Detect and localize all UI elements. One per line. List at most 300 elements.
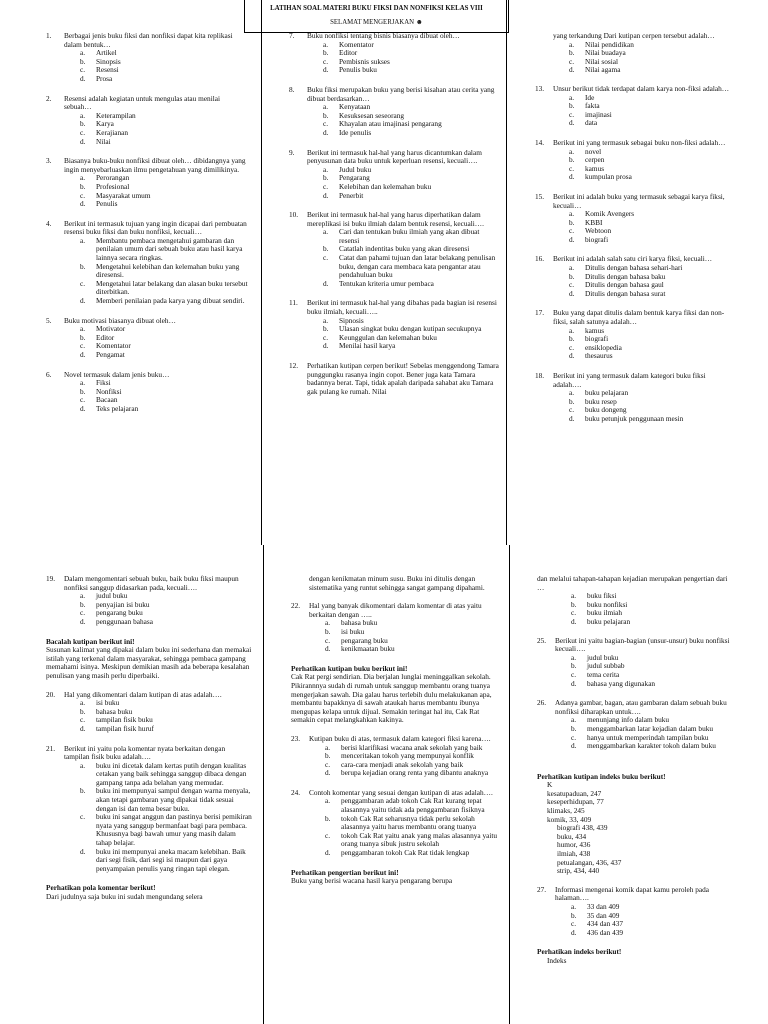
question-item: [537, 886, 735, 938]
index-entry: strip, 434, 440: [557, 866, 600, 876]
option-text: cerpen: [585, 155, 605, 165]
option-letter: c.: [323, 56, 329, 66]
option-letter: b.: [569, 334, 575, 344]
question-text: Berikut ini yaitu pola komentar nyata berkaitan dengan tampilan fisik buku adalah….: [64, 743, 226, 762]
option-text: biografi: [585, 234, 609, 244]
section-heading: Perhatikan pengertian berikut ini!: [291, 867, 399, 877]
option-letter: d.: [323, 341, 329, 351]
option-text: Fiksi: [96, 378, 111, 388]
answer-option: [569, 415, 735, 424]
question-stem: [46, 575, 252, 592]
answer-option: [325, 645, 498, 654]
question-item: [291, 735, 498, 778]
option-text: Keterampilan: [96, 110, 136, 120]
option-letter: b.: [80, 119, 86, 129]
option-letter: b.: [571, 723, 577, 733]
column-2: [289, 32, 499, 545]
answer-option: [569, 66, 735, 75]
option-text: tampilan fisik huruf: [96, 723, 154, 733]
column-1: [46, 32, 249, 545]
answer-options: [535, 94, 735, 128]
option-letter: c.: [569, 109, 575, 119]
option-letter: a.: [80, 48, 86, 58]
option-letter: d.: [80, 403, 86, 413]
column-divider-right: [506, 0, 507, 545]
option-text: Tentukan kriteria umur pembaca: [339, 278, 434, 288]
question-item: [291, 602, 498, 654]
option-letter: c.: [571, 669, 577, 679]
option-text: Nilai pendidikan: [585, 39, 634, 49]
question-item: [46, 745, 252, 874]
question-text: Berikut ini yaitu bagian-bagian (unsur-unsur) buku nonfiksi kecuali….: [555, 635, 730, 654]
answer-options: [46, 325, 249, 359]
option-text: Membantu pembaca mengetahui gambaran dan penilaian umum dari sebuah buku atau hasil karya lainnya secara ringkas.: [96, 235, 243, 263]
answer-options: [289, 41, 499, 75]
question-number: 9.: [289, 147, 295, 157]
option-letter: b.: [80, 786, 86, 796]
option-text: Ulasan singkat buku dengan kutipan secukupnya: [339, 324, 482, 334]
question-stem: [537, 637, 735, 654]
option-letter: b.: [569, 48, 575, 58]
option-text: judul buku: [96, 591, 128, 601]
answer-options: [537, 592, 735, 626]
option-letter: a.: [571, 715, 577, 725]
option-text: buku pelajaran: [585, 388, 629, 398]
option-letter: c.: [569, 280, 575, 290]
option-text: Profesional: [96, 181, 130, 191]
option-text: buku ini dicetak dalam kertas putih dengan kualitas cetakan yang baik sehingga sanggup dibaca dengan gampang tanpa ada belahan yang memudar.: [96, 760, 247, 787]
option-letter: c.: [569, 163, 575, 173]
question-item: [46, 575, 252, 627]
option-text: tampilan fisik buku: [96, 715, 153, 725]
question-text: Biasanya buku-buku nonfiksi dibuat oleh… dibidangnya yang ingin menyebarluaskan ilmu pengetahuan yang dimilikinya.: [64, 156, 246, 174]
index-entry: buku, 434: [557, 831, 587, 841]
answer-options: [535, 389, 735, 423]
column-6: [537, 575, 735, 1024]
option-text: Nilai sosial: [585, 56, 619, 66]
worksheet-subtitle: SELAMAT MENGERJAKAN ☻: [330, 19, 423, 26]
option-letter: b.: [80, 386, 86, 396]
question-list: [46, 575, 252, 627]
option-letter: c.: [325, 635, 331, 645]
option-text: Webtoon: [585, 226, 612, 236]
question-stem: [46, 317, 249, 326]
option-text: Kerajianan: [96, 127, 129, 137]
question-item: [537, 637, 735, 689]
question-number: 22.: [291, 601, 301, 611]
option-letter: d.: [80, 296, 86, 306]
option-text: menggambarkan latar kejadian dalam buku: [587, 723, 714, 733]
option-letter: d.: [323, 190, 329, 200]
answer-options: [46, 762, 252, 874]
option-letter: d.: [569, 118, 575, 128]
option-letter: a.: [323, 102, 329, 112]
answer-option: [323, 129, 499, 138]
option-text: Ditulis dengan bahasa sehari-hari: [585, 263, 683, 273]
question-text: Informasi mengenai komik dapat kamu peroleh pada halaman….: [555, 884, 709, 903]
answer-options: [537, 654, 735, 688]
option-text: Ditulis dengan bahasa baku: [585, 271, 666, 281]
option-letter: c.: [569, 56, 575, 66]
option-text: Kelebihan dan kelemahan buku: [339, 181, 432, 191]
question-text: Hal yang dikomentari dalam kutipan di atas adalah….: [64, 689, 222, 699]
question-text: Berikut ini termasuk hal-hal yang harus diperhatikan dalam mereplikasi isi buku ilmiah dalam bentuk resensi, kecuali….: [307, 210, 484, 228]
question-item: [46, 220, 249, 306]
question-item: [537, 699, 735, 751]
option-letter: d.: [569, 288, 575, 298]
question-number: 21.: [46, 743, 56, 753]
answer-option: [325, 849, 498, 858]
option-letter: b.: [323, 324, 329, 334]
option-text: 434 dan 437: [587, 919, 624, 929]
question-item: [46, 95, 249, 147]
option-letter: b.: [80, 181, 86, 191]
answer-option: [80, 138, 249, 147]
option-text: 436 dan 439: [587, 927, 624, 937]
question-item: [289, 149, 499, 201]
worksheet-title: LATIHAN SOAL MATERI BUKU FIKSI DAN NONFIKSI KELAS VIII: [270, 5, 483, 12]
answer-options: [535, 148, 735, 182]
question-list: [291, 735, 498, 858]
option-letter: c.: [571, 919, 577, 929]
option-text: ensiklopedia: [585, 342, 622, 352]
option-letter: a.: [323, 164, 329, 174]
option-text: Perorangan: [96, 173, 130, 183]
option-letter: a.: [80, 760, 86, 770]
option-text: Judul buku: [339, 164, 372, 174]
option-letter: b.: [325, 626, 331, 636]
index-entry: K: [547, 780, 553, 790]
option-text: Teks pelajaran: [96, 403, 139, 413]
option-text: Penulis buku: [339, 65, 377, 75]
option-letter: a.: [569, 388, 575, 398]
option-text: pengarang buku: [96, 608, 143, 618]
option-letter: a.: [569, 263, 575, 273]
option-text: penggambaran adab tokoh Cak Rat kurang tepat alasannya yaitu tidak ada penggambaran fisiknya: [341, 796, 485, 815]
question-stem: [46, 371, 249, 380]
question-item: [291, 789, 498, 858]
option-letter: d.: [80, 73, 86, 83]
column-3: [535, 32, 735, 545]
option-letter: d.: [325, 848, 331, 858]
question-stem: [291, 602, 498, 619]
option-text: fakta: [585, 101, 600, 111]
option-text: judul subbab: [587, 661, 625, 671]
question-item: [46, 691, 252, 734]
option-letter: a.: [571, 902, 577, 911]
option-text: menggambarkan karakter tokoh dalam buku: [587, 741, 716, 751]
option-letter: c.: [569, 342, 575, 352]
question-list: [291, 602, 498, 654]
continuation-text: dan melalui tahapan-tahapan kejadian merupakan pengertian dari …: [537, 575, 728, 592]
option-letter: d.: [571, 741, 577, 751]
option-letter: d.: [325, 768, 331, 778]
option-letter: b.: [571, 910, 577, 920]
reading-passage: Dari judulnya saja buku ini sudah mengundang selera: [46, 892, 203, 901]
option-letter: a.: [323, 227, 329, 237]
option-letter: a.: [569, 146, 575, 156]
question-number: 5.: [46, 315, 52, 325]
option-letter: d.: [325, 644, 331, 654]
index-entry: komik, 33, 409: [547, 814, 592, 824]
answer-option: [569, 119, 735, 128]
question-text: Berbagai jenis buku fiksi dan nonfiksi dapat kita replikasi dalam bentuk…: [64, 32, 233, 49]
index-list: [537, 781, 735, 824]
question-text: Novel termasuk dalam jenis buku…: [64, 369, 170, 379]
answer-option: [80, 280, 249, 297]
question-text: Resensi adalah kegiatan untuk mengulas atau menilai sebuah…: [64, 93, 221, 112]
option-text: berisi klarifikasi wacana anak sekolah yang baik: [341, 742, 483, 752]
option-letter: d.: [569, 172, 575, 182]
option-letter: b.: [569, 271, 575, 281]
option-text: buku petunjuk penggunaan mesin: [585, 413, 684, 423]
question-number: 4.: [46, 218, 52, 228]
answer-options: [46, 237, 249, 306]
option-text: Cari dan tentukan buku ilmiah yang akan dibuat resensi: [339, 227, 480, 245]
question-continuation: [537, 575, 735, 627]
option-letter: a.: [325, 618, 331, 628]
option-text: buku ini mempunyai sampul dengan warna menyala, akan tetapi gambaran yang dipakai tidak sesuai dengan isi dan tema besar buku.: [96, 786, 251, 813]
answer-options: [291, 744, 498, 778]
question-text: Buku yang dapat ditulis dalam bentuk karya fiksi dan non-fiksi, salah satunya adalah…: [553, 308, 725, 327]
question-number: 12.: [289, 361, 299, 370]
question-list: [535, 85, 735, 424]
answer-option: [80, 75, 249, 84]
option-text: bahasa yang digunakan: [587, 678, 656, 688]
answer-option: [323, 342, 499, 351]
answer-option: [325, 797, 498, 814]
question-number: 15.: [535, 191, 545, 201]
question-item: [289, 211, 499, 288]
option-letter: b.: [325, 751, 331, 761]
index-entry: humor, 436: [557, 840, 591, 850]
question-stem: [289, 86, 499, 103]
question-item: [46, 32, 249, 84]
option-letter: c.: [325, 759, 331, 769]
option-text: buku nonfiksi: [587, 599, 628, 609]
question-number: 26.: [537, 698, 547, 708]
option-letter: a.: [80, 173, 86, 183]
answer-option: [80, 405, 249, 414]
option-text: KBBI: [585, 217, 603, 227]
worksheet-header: [244, 0, 509, 33]
option-letter: b.: [323, 110, 329, 120]
question-stem: [46, 95, 249, 112]
column-5: [291, 575, 498, 1024]
question-stem: [537, 886, 735, 903]
option-text: penggambaran tokoh Cak Rat tidak lengkap: [341, 848, 470, 858]
option-text: data: [585, 118, 598, 128]
question-stem: [289, 362, 499, 396]
option-letter: b.: [80, 706, 86, 716]
worksheet-page-2: [0, 545, 768, 1024]
option-letter: c.: [323, 332, 329, 342]
option-letter: c.: [80, 608, 86, 618]
option-letter: b.: [571, 661, 577, 671]
question-text: Unsur berikut tidak terdapat dalam karya non-fiksi adalah…: [553, 83, 730, 93]
answer-option: [569, 290, 735, 299]
index-entry: ilmiah, 438: [557, 849, 591, 859]
answer-option: [80, 762, 252, 788]
option-letter: d.: [569, 65, 575, 75]
option-text: kumpulan prosa: [585, 172, 632, 182]
option-text: Kesuksesan seseorang: [339, 110, 405, 120]
option-letter: b.: [323, 48, 329, 58]
question-stem: [535, 193, 735, 210]
question-stem: [289, 211, 499, 228]
question-number: 16.: [535, 254, 545, 264]
option-letter: b.: [80, 261, 86, 271]
option-text: cara-cara menjadi anak sekolah yang baik: [341, 759, 464, 769]
question-stem: [535, 85, 735, 94]
option-text: hanya untuk memperindah tampilan buku: [587, 732, 709, 742]
option-text: Penerbit: [339, 190, 364, 200]
question-item: [289, 362, 499, 396]
option-text: Nonfiksi: [96, 386, 122, 396]
question-text: Berikut ini yang termasuk sebagai buku non-fiksi adalah…: [553, 137, 726, 147]
question-item: [289, 86, 499, 138]
option-letter: c.: [569, 226, 575, 236]
answer-option: [80, 813, 252, 847]
answer-option: [323, 192, 499, 201]
question-text: Berikut ini yang termasuk dalam kategori buku fiksi adalah….: [553, 371, 706, 389]
option-letter: a.: [323, 39, 329, 49]
option-letter: a.: [569, 39, 575, 49]
answer-options: [537, 716, 735, 750]
option-text: Pembisnis sukses: [339, 56, 390, 66]
option-letter: c.: [80, 341, 86, 351]
question-text: Adanya gambar, bagan, atau gambaran dalam sebuah buku nonfiksi diharapkan untuk….: [555, 698, 727, 716]
option-letter: c.: [80, 65, 86, 75]
question-number: 25.: [537, 635, 547, 645]
option-text: imajinasi: [585, 109, 612, 119]
option-letter: c.: [569, 405, 575, 415]
question-text: Buku motivasi biasanya dibuat oleh…: [64, 315, 176, 325]
answer-option: [325, 769, 498, 778]
question-text: Berikut ini adalah buku yang termasuk sebagai karya fiksi, kecuali…: [553, 191, 725, 210]
question-number: 13.: [535, 83, 545, 93]
question-list: [537, 637, 735, 751]
option-text: buku fiksi: [587, 591, 617, 601]
option-letter: c.: [323, 181, 329, 191]
option-text: penggunaan bahasa: [96, 616, 153, 626]
option-text: Ditulis dengan bahasa surat: [585, 288, 666, 298]
option-text: Bacaan: [96, 395, 118, 405]
option-text: kenikmaatan buku: [341, 644, 395, 654]
answer-option: [569, 236, 735, 245]
column-4: [46, 575, 252, 1024]
question-number: 18.: [535, 371, 545, 380]
option-text: biografi: [585, 334, 609, 344]
question-stem: [46, 157, 249, 174]
option-letter: b.: [569, 155, 575, 165]
question-number: 11.: [289, 298, 298, 308]
question-stem: [289, 299, 499, 316]
option-letter: d.: [80, 136, 86, 146]
answer-options: [291, 619, 498, 653]
answer-options: [289, 166, 499, 200]
passage-continuation: dengan kenikmatan minum susu. Buku ini ditulis dengan sistematika yang runtut sehingga sangat gampang dipahami.: [309, 575, 485, 592]
option-letter: b.: [80, 599, 86, 609]
question-item: [289, 32, 499, 75]
option-text: isi buku: [341, 626, 365, 636]
option-letter: a.: [325, 742, 331, 752]
option-letter: c.: [80, 812, 86, 822]
question-number: 23.: [291, 733, 301, 743]
option-text: Pengarang: [339, 173, 370, 183]
question-list: [46, 691, 252, 874]
answer-options: [46, 112, 249, 146]
column-divider-left: [261, 0, 262, 545]
answer-options: [535, 264, 735, 298]
option-letter: d.: [571, 927, 577, 937]
option-letter: a.: [80, 378, 86, 388]
reading-passage: Susunan kalimat yang dipakai dalam buku ini sederhana dan memakai istilah yang terkenal dalam masyarakat, sehingga pembaca gampang memahami isinya. Meskipun demikian masih ada beberapa kesalahan penulisan yang masih perlu diperbaiki.: [46, 645, 252, 680]
option-letter: a.: [571, 652, 577, 662]
answer-option: [80, 725, 252, 734]
question-text: Berikut ini termasuk hal-hal yang harus dicantumkan dalam penyusunan data buku untuk keperluan resensi, kecuali….: [307, 147, 482, 166]
question-number: 6.: [46, 369, 52, 379]
question-text: Contoh komentar yang sesuai dengan kutipan di atas adalah….: [309, 787, 493, 797]
answer-options: [46, 379, 249, 413]
index-entry: keseperhidupan, 77: [547, 797, 604, 807]
reading-passage: Buku yang berisi wacana hasil karya pengarang berupa: [291, 876, 453, 886]
question-number: 20.: [46, 689, 56, 699]
option-text: Resensi: [96, 65, 119, 75]
option-text: buku resep: [585, 396, 617, 406]
question-item: [535, 309, 735, 361]
option-text: Menilai hasil karya: [339, 341, 396, 351]
question-number: 24.: [291, 787, 301, 797]
option-letter: c.: [325, 830, 331, 840]
index-label: Indeks: [547, 955, 567, 965]
option-letter: b.: [569, 101, 575, 111]
question-stem: [535, 139, 735, 148]
question-stem: [46, 691, 252, 700]
answer-option: [325, 832, 498, 849]
question-number: 7.: [289, 32, 295, 40]
option-letter: b.: [323, 244, 329, 254]
answer-options: [46, 592, 252, 626]
option-text: judul buku: [587, 652, 619, 662]
option-letter: a.: [80, 235, 86, 245]
option-text: buku ini sangat anggun dan pastinya berisi pemikiran nyata yang sanggup bermanfaat bagi para pembaca. Khususnya bagi bawah umur yang masih dalam tahap belajar.: [96, 812, 252, 848]
section-heading: Perhatikan kutipan buku berikut ini!: [291, 663, 408, 673]
answer-option: [80, 787, 252, 813]
question-item: [535, 372, 735, 424]
option-text: Sinopsis: [96, 56, 121, 66]
option-text: Catat dan pahami tujuan dan latar belakang penulisan buku, dengan cara membaca kata pengantar atau pendahuluan buku: [339, 253, 496, 280]
question-item: [46, 157, 249, 209]
option-text: Penulis: [96, 199, 118, 209]
option-text: Komentator: [96, 341, 131, 351]
option-letter: b.: [569, 217, 575, 227]
question-text: Hal yang banyak dikomentari dalam komentar di atas yaitu berkaitan dengan …..: [309, 601, 482, 619]
option-letter: c.: [571, 732, 577, 742]
option-text: Komentator: [339, 39, 374, 49]
question-stem: [535, 372, 735, 389]
option-letter: b.: [569, 396, 575, 406]
option-text: Masyarakat umum: [96, 190, 151, 200]
option-text: kamus: [585, 325, 605, 335]
question-item: [535, 193, 735, 245]
section-heading: Perhatikan kutipan indeks buku berikut!: [537, 771, 666, 781]
option-text: bahasa buku: [96, 706, 133, 716]
answer-option: [323, 228, 499, 245]
option-text: Ide penulis: [339, 127, 372, 137]
option-text: tokoh Cak Rat yaitu anak yang malas alasannya yaitu orang tuanya sibuk justru sekolah: [341, 830, 498, 849]
option-text: kamus: [585, 163, 605, 173]
